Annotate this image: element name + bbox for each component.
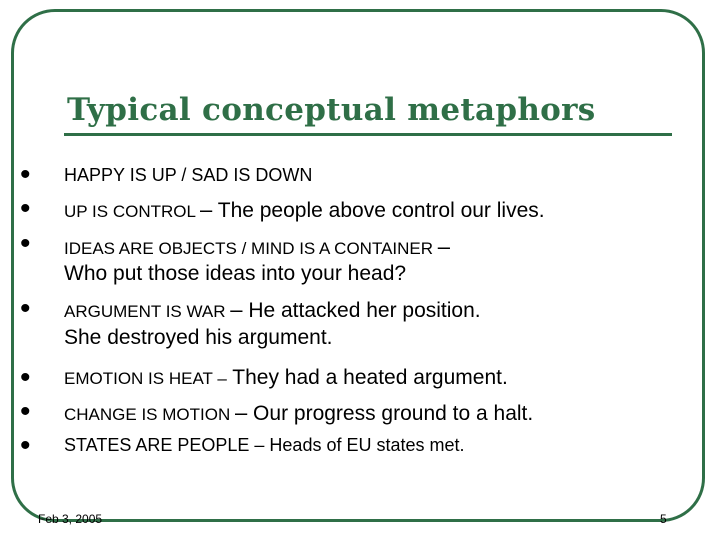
dash: –	[234, 400, 248, 425]
page-number: 5	[660, 512, 667, 526]
metaphor-example: The people above control our lives.	[212, 199, 545, 222]
dash: –	[254, 435, 265, 455]
metaphor-example: He attacked her position.	[242, 299, 481, 322]
title-underline	[64, 133, 672, 136]
metaphor-term: HAPPY IS UP / SAD IS DOWN	[64, 165, 313, 185]
bullet-text	[64, 196, 545, 224]
metaphor-term: UP IS CONTROL	[64, 202, 201, 221]
slide-title: Typical conceptual metaphors	[67, 92, 596, 128]
bullet-text	[64, 164, 312, 187]
dash: –	[230, 297, 243, 322]
bullet-marker: •	[20, 292, 31, 325]
bullet-marker: •	[20, 395, 31, 428]
metaphor-example: Our progress ground to a halt.	[247, 402, 534, 425]
bullet-marker: •	[20, 429, 31, 462]
dash: –	[200, 197, 213, 222]
bullet-marker: •	[20, 192, 31, 225]
metaphor-example: They had a heated argument.	[226, 366, 508, 389]
dash: –	[217, 369, 227, 388]
metaphor-term: IDEAS ARE OBJECTS / MIND IS A CONTAINER	[64, 239, 438, 258]
dash: –	[437, 234, 451, 259]
metaphor-example: Who put those ideas into your head?	[64, 262, 407, 285]
bullet-text	[64, 399, 533, 427]
metaphor-example: Heads of EU states met.	[264, 435, 465, 455]
metaphor-term: STATES ARE PEOPLE	[64, 435, 255, 455]
metaphor-term: ARGUMENT IS WAR	[64, 302, 231, 321]
bullet-marker: •	[20, 361, 31, 394]
metaphor-term: CHANGE IS MOTION	[64, 405, 235, 424]
bullet-text	[64, 233, 450, 261]
bullet-marker: •	[20, 227, 31, 260]
bullet-text	[64, 296, 481, 324]
bullet-marker: •	[20, 158, 31, 191]
metaphor-example: She destroyed his argument.	[64, 326, 333, 349]
bullet-text	[64, 365, 508, 391]
bullet-text	[64, 434, 465, 457]
footer-date: Feb 3, 2005	[38, 512, 103, 526]
metaphor-term: EMOTION IS HEAT	[64, 369, 218, 388]
